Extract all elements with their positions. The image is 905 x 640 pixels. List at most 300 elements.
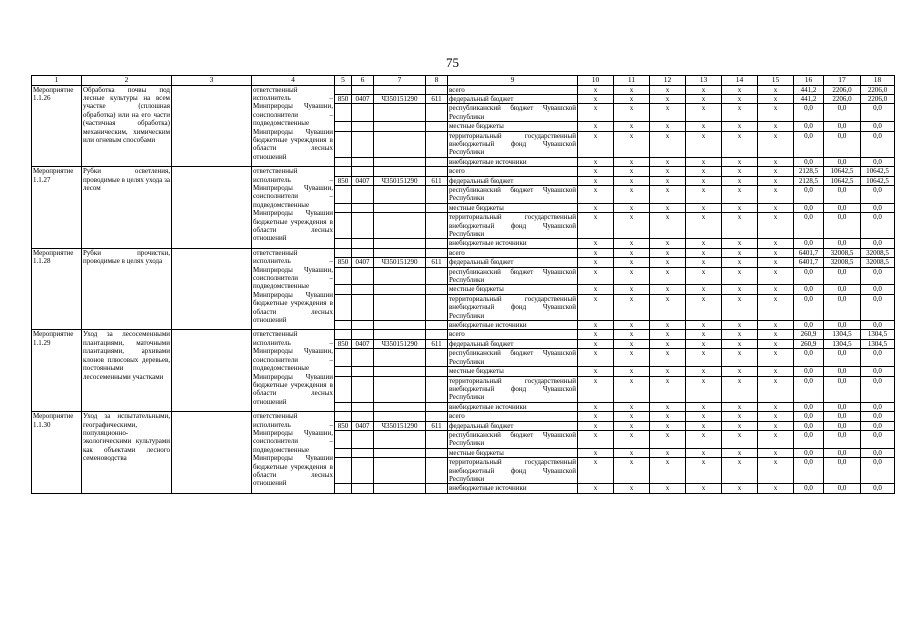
x-mark: x (686, 285, 722, 294)
x-mark: x (722, 176, 758, 185)
x-mark: x (614, 131, 650, 157)
amount-value: 0,0 (861, 104, 895, 122)
amount-value: 0,0 (824, 157, 861, 166)
amount-value: 10642,5 (824, 167, 861, 176)
x-mark: x (650, 458, 686, 484)
x-mark: x (722, 294, 758, 320)
x-mark: x (686, 458, 722, 484)
amount-value: 32008,5 (861, 258, 895, 267)
x-mark: x (722, 448, 758, 457)
x-mark: x (758, 339, 794, 348)
x-mark: x (578, 122, 614, 131)
x-mark: x (758, 94, 794, 103)
x-mark: x (614, 167, 650, 176)
budget-code (335, 294, 352, 320)
amount-value: 0,0 (861, 267, 895, 285)
amount-value: 0,0 (794, 104, 824, 122)
budget-code: 0407 (352, 421, 374, 430)
x-mark: x (578, 484, 614, 493)
budget-code (426, 285, 448, 294)
x-mark: x (686, 248, 722, 257)
budget-code (374, 213, 426, 239)
amount-value: 1304,5 (824, 339, 861, 348)
x-mark: x (650, 321, 686, 330)
budget-code (352, 294, 374, 320)
x-mark: x (650, 104, 686, 122)
x-mark: x (578, 157, 614, 166)
funding-source: местные бюджеты (448, 122, 578, 131)
amount-value: 2206,0 (824, 94, 861, 103)
budget-code (374, 85, 426, 94)
budget-code (335, 131, 352, 157)
funding-source: республиканский бюджет Чувашской Республики (449, 104, 576, 121)
x-mark: x (722, 213, 758, 239)
x-mark: x (758, 448, 794, 457)
x-mark: x (722, 94, 758, 103)
x-mark: x (686, 213, 722, 239)
x-mark: x (758, 484, 794, 493)
budget-code: 0407 (352, 258, 374, 267)
x-mark: x (578, 321, 614, 330)
x-mark: x (578, 85, 614, 94)
x-mark: x (686, 122, 722, 131)
amount-value: 260,9 (794, 339, 824, 348)
x-mark: x (686, 131, 722, 157)
amount-value: 0,0 (824, 294, 861, 320)
budget-code (352, 203, 374, 212)
amount-value: 0,0 (824, 349, 861, 367)
x-mark: x (614, 376, 650, 402)
x-mark: x (722, 376, 758, 402)
amount-value: 0,0 (824, 412, 861, 421)
budget-code (374, 376, 426, 402)
empty-cell (172, 248, 252, 330)
budget-code (335, 349, 352, 367)
x-mark: x (578, 330, 614, 339)
column-number: 17 (824, 76, 861, 86)
budget-code: Ч350151290 (374, 339, 426, 348)
budget-code (426, 294, 448, 320)
x-mark: x (758, 248, 794, 257)
x-mark: x (758, 367, 794, 376)
budget-code (426, 167, 448, 176)
program-table (31, 75, 895, 494)
budget-code (374, 294, 426, 320)
amount-value: 10642,5 (824, 176, 861, 185)
x-mark: x (650, 94, 686, 103)
budget-code (335, 430, 352, 448)
x-mark: x (614, 330, 650, 339)
funding-source: внебюджетные источники (448, 402, 578, 411)
empty-cell (172, 85, 252, 167)
amount-value: 0,0 (824, 267, 861, 285)
budget-code (352, 267, 374, 285)
x-mark: x (650, 339, 686, 348)
budget-code (335, 367, 352, 376)
column-number: 12 (650, 76, 686, 86)
funding-source: территориальный государственный внебюджетный фонд Чувашской Республики (449, 131, 576, 157)
amount-value: 0,0 (794, 367, 824, 376)
budget-code (374, 167, 426, 176)
amount-value: 32008,5 (824, 248, 861, 257)
amount-value: 0,0 (824, 285, 861, 294)
amount-value: 10642,5 (861, 176, 895, 185)
column-number: 4 (252, 76, 335, 86)
budget-code (426, 376, 448, 402)
x-mark: x (614, 484, 650, 493)
amount-value: 0,0 (824, 104, 861, 122)
amount-value: 0,0 (794, 131, 824, 157)
budget-code (426, 104, 448, 122)
amount-value: 0,0 (861, 448, 895, 457)
budget-code: 611 (426, 94, 448, 103)
funding-source: местные бюджеты (448, 448, 578, 457)
budget-code (352, 248, 374, 257)
x-mark: x (578, 248, 614, 257)
x-mark: x (686, 421, 722, 430)
amount-value: 0,0 (824, 484, 861, 493)
amount-value: 0,0 (861, 203, 895, 212)
budget-code (426, 402, 448, 411)
x-mark: x (650, 349, 686, 367)
amount-value: 0,0 (861, 285, 895, 294)
measure-type: Мероприятие 1.1.26 (32, 85, 82, 167)
amount-value: 6401,7 (794, 248, 824, 257)
x-mark: x (578, 294, 614, 320)
x-mark: x (722, 484, 758, 493)
x-mark: x (758, 122, 794, 131)
x-mark: x (614, 94, 650, 103)
x-mark: x (650, 157, 686, 166)
amount-value: 0,0 (794, 484, 824, 493)
x-mark: x (650, 131, 686, 157)
amount-value: 0,0 (824, 402, 861, 411)
column-number: 5 (335, 76, 352, 86)
budget-code (335, 484, 352, 493)
x-mark: x (758, 430, 794, 448)
column-number: 8 (426, 76, 448, 86)
amount-value: 0,0 (824, 203, 861, 212)
amount-value: 0,0 (824, 421, 861, 430)
funding-source: федеральный бюджет (448, 94, 578, 103)
x-mark: x (650, 330, 686, 339)
amount-value: 0,0 (861, 321, 895, 330)
x-mark: x (722, 349, 758, 367)
x-mark: x (686, 267, 722, 285)
x-mark: x (614, 267, 650, 285)
funding-source: территориальный государственный внебюджетный фонд Чувашской Республики (449, 294, 576, 320)
measure-name: Рубки осветления, проводимые в целях ухода за лесом (82, 167, 172, 249)
x-mark: x (686, 349, 722, 367)
executor: ответственный исполнитель – Минприроды Чувашии, соисполнители – подведомственные Минприроды Чувашии бюджетные учреждения в области лесных отношений (252, 85, 335, 167)
x-mark: x (578, 267, 614, 285)
x-mark: x (650, 412, 686, 421)
column-number: 1 (32, 76, 82, 86)
x-mark: x (650, 484, 686, 493)
x-mark: x (722, 339, 758, 348)
amount-value: 0,0 (824, 239, 861, 248)
budget-code (374, 122, 426, 131)
column-number: 18 (861, 76, 895, 86)
x-mark: x (722, 458, 758, 484)
funding-source: республиканский бюджет Чувашской Республики (449, 185, 576, 203)
x-mark: x (686, 339, 722, 348)
x-mark: x (614, 239, 650, 248)
executor: ответственный исполнитель – Минприроды Чувашии, соисполнители – подведомственные Минприроды Чувашии бюджетные учреждения в области лесных отношений (252, 167, 335, 249)
amount-value: 0,0 (824, 122, 861, 131)
x-mark: x (578, 94, 614, 103)
budget-code: Ч350151290 (374, 421, 426, 430)
x-mark: x (758, 402, 794, 411)
x-mark: x (686, 185, 722, 203)
budget-code (335, 157, 352, 166)
amount-value: 0,0 (794, 448, 824, 457)
x-mark: x (758, 458, 794, 484)
x-mark: x (650, 167, 686, 176)
x-mark: x (722, 330, 758, 339)
amount-value: 0,0 (794, 412, 824, 421)
x-mark: x (722, 185, 758, 203)
budget-code (374, 330, 426, 339)
funding-source: местные бюджеты (448, 367, 578, 376)
x-mark: x (758, 294, 794, 320)
budget-code (426, 458, 448, 484)
budget-code (426, 248, 448, 257)
x-mark: x (614, 430, 650, 448)
x-mark: x (722, 122, 758, 131)
x-mark: x (722, 367, 758, 376)
amount-value: 0,0 (794, 349, 824, 367)
budget-code (426, 131, 448, 157)
x-mark: x (686, 239, 722, 248)
budget-code (335, 122, 352, 131)
budget-code (352, 104, 374, 122)
amount-value: 0,0 (861, 376, 895, 402)
amount-value: 0,0 (794, 430, 824, 448)
amount-value: 10642,5 (861, 167, 895, 176)
budget-code (426, 430, 448, 448)
x-mark: x (758, 213, 794, 239)
x-mark: x (578, 213, 614, 239)
budget-code (352, 349, 374, 367)
amount-value: 0,0 (861, 213, 895, 239)
budget-code (335, 167, 352, 176)
amount-value: 0,0 (861, 430, 895, 448)
funding-source: республиканский бюджет Чувашской Республики (449, 430, 576, 448)
budget-code (426, 349, 448, 367)
x-mark: x (650, 367, 686, 376)
table-row (32, 85, 895, 94)
amount-value: 0,0 (861, 458, 895, 484)
executor: ответственный исполнитель – Минприроды Чувашии, соисполнители – подведомственные Минприроды Чувашии бюджетные учреждения в области лесных отношений (252, 330, 335, 412)
budget-code (335, 448, 352, 457)
budget-code: 850 (335, 421, 352, 430)
funding-source: всего (448, 248, 578, 257)
x-mark: x (614, 122, 650, 131)
funding-source: всего (448, 330, 578, 339)
budget-code (335, 267, 352, 285)
x-mark: x (614, 203, 650, 212)
x-mark: x (686, 104, 722, 122)
amount-value: 0,0 (861, 122, 895, 131)
x-mark: x (686, 367, 722, 376)
funding-source: республиканский бюджет Чувашской Республики (449, 349, 576, 366)
amount-value: 2128,5 (794, 176, 824, 185)
budget-code (352, 430, 374, 448)
x-mark: x (686, 321, 722, 330)
budget-code: 0407 (352, 339, 374, 348)
x-mark: x (614, 448, 650, 457)
x-mark: x (578, 430, 614, 448)
funding-source: федеральный бюджет (448, 339, 578, 348)
amount-value: 0,0 (824, 367, 861, 376)
budget-code (335, 104, 352, 122)
funding-source: внебюджетные источники (448, 239, 578, 248)
budget-code (352, 402, 374, 411)
x-mark: x (614, 185, 650, 203)
measure-name: Уход за лесосеменными плантациями, маточными плантациями, архивами клонов плюсовых деревьев, постоянными лесосеменными участками (82, 330, 172, 412)
x-mark: x (614, 104, 650, 122)
column-number: 16 (794, 76, 824, 86)
x-mark: x (578, 185, 614, 203)
budget-code (374, 104, 426, 122)
x-mark: x (722, 285, 758, 294)
budget-code (426, 239, 448, 248)
amount-value: 0,0 (861, 367, 895, 376)
budget-code (426, 157, 448, 166)
budget-code (352, 213, 374, 239)
measure-type: Мероприятие 1.1.30 (32, 412, 82, 494)
measure-name: Рубки прочистки, проводимые в целях ухода (82, 248, 172, 330)
amount-value: 0,0 (794, 421, 824, 430)
x-mark: x (578, 104, 614, 122)
budget-code (335, 285, 352, 294)
amount-value: 0,0 (824, 131, 861, 157)
budget-code (426, 267, 448, 285)
amount-value: 0,0 (861, 402, 895, 411)
budget-code: 0407 (352, 94, 374, 103)
amount-value: 0,0 (824, 321, 861, 330)
budget-code (335, 321, 352, 330)
x-mark: x (650, 402, 686, 411)
funding-source: территориальный государственный внебюджетный фонд Чувашской Республики (449, 213, 576, 238)
budget-code (335, 458, 352, 484)
amount-value: 0,0 (861, 157, 895, 166)
budget-code (426, 213, 448, 239)
budget-code (426, 484, 448, 493)
executor: ответственный исполнитель – Минприроды Чувашии, соисполнители – подведомственные Минприроды Чувашии бюджетные учреждения в области лесных отношений (252, 412, 335, 494)
x-mark: x (650, 267, 686, 285)
x-mark: x (686, 258, 722, 267)
amount-value: 0,0 (794, 239, 824, 248)
amount-value: 441,2 (794, 94, 824, 103)
budget-code (352, 376, 374, 402)
budget-code (335, 376, 352, 402)
budget-code (426, 203, 448, 212)
amount-value: 0,0 (861, 412, 895, 421)
amount-value: 0,0 (794, 376, 824, 402)
x-mark: x (650, 213, 686, 239)
measure-name: Обработка почвы под лесные культуры на всем участке (сплошная обработка) или на его части (частичная обработка) механическим, химическим или огневым способами (82, 85, 172, 167)
amount-value: 32008,5 (861, 248, 895, 257)
budget-code (374, 285, 426, 294)
budget-code (426, 185, 448, 203)
budget-code (374, 402, 426, 411)
column-number: 3 (172, 76, 252, 86)
x-mark: x (686, 203, 722, 212)
budget-code (426, 330, 448, 339)
x-mark: x (758, 412, 794, 421)
funding-source: федеральный бюджет (448, 421, 578, 430)
budget-code (374, 430, 426, 448)
x-mark: x (686, 412, 722, 421)
amount-value: 0,0 (861, 484, 895, 493)
budget-code (352, 167, 374, 176)
x-mark: x (614, 176, 650, 185)
budget-code (335, 330, 352, 339)
amount-value: 0,0 (824, 213, 861, 239)
amount-value: 2206,0 (861, 94, 895, 103)
x-mark: x (578, 402, 614, 411)
executor: ответственный исполнитель – Минприроды Чувашии, соисполнители – подведомственные Минприроды Чувашии бюджетные учреждения в области лесных отношений (252, 248, 335, 330)
x-mark: x (758, 157, 794, 166)
x-mark: x (722, 430, 758, 448)
funding-source: внебюджетные источники (448, 157, 578, 166)
column-number: 9 (448, 76, 578, 86)
x-mark: x (614, 402, 650, 411)
x-mark: x (686, 402, 722, 411)
table-row (32, 167, 895, 176)
measure-type: Мероприятие 1.1.27 (32, 167, 82, 249)
x-mark: x (650, 448, 686, 457)
budget-code (374, 239, 426, 248)
x-mark: x (686, 330, 722, 339)
budget-code: 611 (426, 258, 448, 267)
budget-code (374, 484, 426, 493)
budget-code (374, 131, 426, 157)
budget-code (352, 285, 374, 294)
funding-source: всего (448, 167, 578, 176)
x-mark: x (578, 367, 614, 376)
x-mark: x (578, 349, 614, 367)
column-number-row (32, 76, 895, 86)
x-mark: x (578, 448, 614, 457)
budget-code: Ч350151290 (374, 94, 426, 103)
x-mark: x (722, 321, 758, 330)
budget-code (352, 484, 374, 493)
x-mark: x (614, 285, 650, 294)
x-mark: x (614, 421, 650, 430)
column-number: 15 (758, 76, 794, 86)
x-mark: x (686, 376, 722, 402)
x-mark: x (758, 167, 794, 176)
column-number: 11 (614, 76, 650, 86)
x-mark: x (758, 131, 794, 157)
column-number: 7 (374, 76, 426, 86)
budget-code (374, 458, 426, 484)
budget-code (352, 458, 374, 484)
x-mark: x (758, 285, 794, 294)
budget-code (426, 321, 448, 330)
x-mark: x (686, 294, 722, 320)
table-row (32, 412, 895, 421)
budget-code: 850 (335, 94, 352, 103)
x-mark: x (686, 157, 722, 166)
funding-source: территориальный государственный внебюджетный фонд Чувашской Республики (449, 458, 576, 483)
x-mark: x (722, 248, 758, 257)
x-mark: x (578, 239, 614, 248)
amount-value: 0,0 (794, 402, 824, 411)
